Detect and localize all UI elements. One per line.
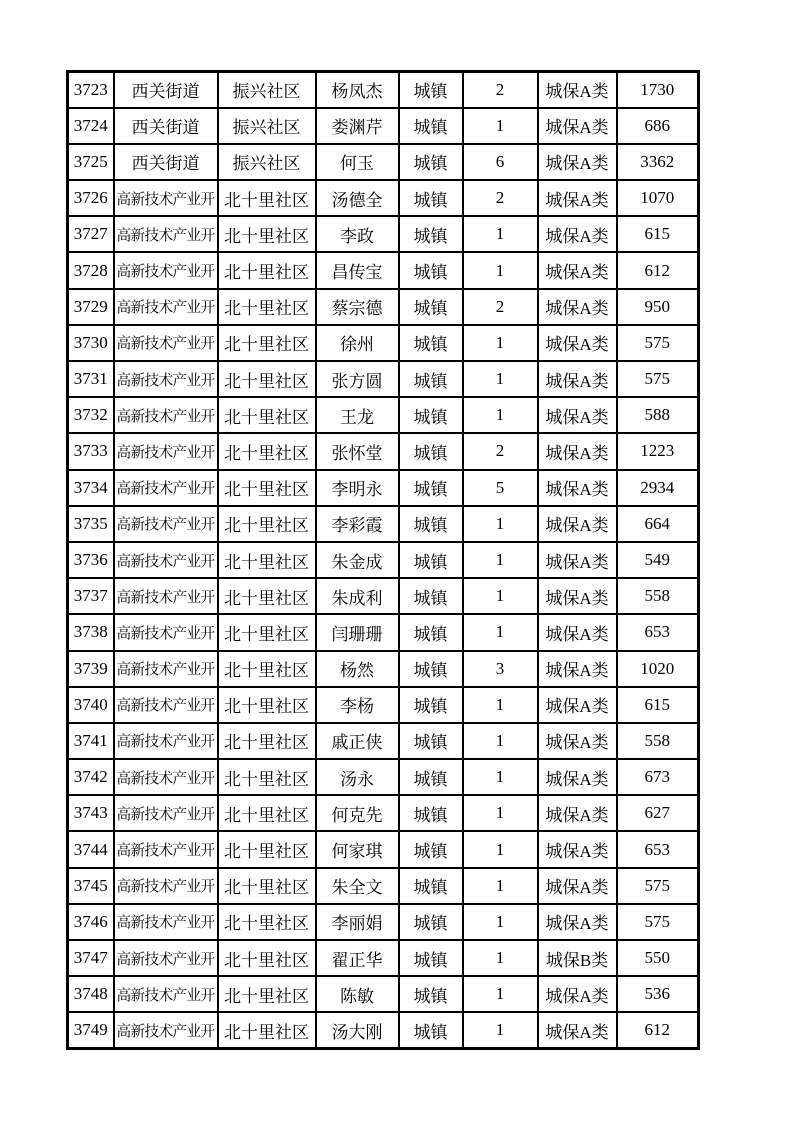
table-cell: 3725: [68, 144, 114, 180]
table-cell: 振兴社区: [218, 72, 316, 108]
table-cell: 3748: [68, 976, 114, 1012]
table-row: [68, 1012, 699, 1048]
table-cell: 1: [463, 108, 538, 144]
table-cell: 575: [617, 868, 699, 904]
table-cell: 北十里社区: [218, 795, 316, 831]
table-cell: 高新技术产业开: [114, 325, 218, 361]
table-cell: 杨凤杰: [316, 72, 399, 108]
table-cell: 3723: [68, 72, 114, 108]
table-cell: 城镇: [399, 904, 463, 940]
table-cell: 1: [463, 687, 538, 723]
table-cell: 北十里社区: [218, 397, 316, 433]
table-cell: 高新技术产业开: [114, 1012, 218, 1048]
table-cell: 3747: [68, 940, 114, 976]
table-cell: 张方圆: [316, 361, 399, 397]
table-row: [68, 325, 699, 361]
table-cell: 李丽娟: [316, 904, 399, 940]
table-cell: 高新技术产业开: [114, 904, 218, 940]
table-cell: 城镇: [399, 687, 463, 723]
table-row: [68, 506, 699, 542]
table-cell: 西关街道: [114, 108, 218, 144]
table-row: [68, 687, 699, 723]
table-cell: 城保A类: [538, 904, 617, 940]
table-cell: 何家琪: [316, 831, 399, 867]
table-cell: 3737: [68, 578, 114, 614]
table-cell: 城保A类: [538, 614, 617, 650]
table-cell: 673: [617, 759, 699, 795]
table-cell: 3724: [68, 108, 114, 144]
table-cell: 北十里社区: [218, 904, 316, 940]
table-cell: 城镇: [399, 506, 463, 542]
table-cell: 3734: [68, 470, 114, 506]
table-cell: 蔡宗德: [316, 289, 399, 325]
table-row: [68, 940, 699, 976]
table-cell: 昌传宝: [316, 252, 399, 288]
table-cell: 653: [617, 831, 699, 867]
table-cell: 1: [463, 723, 538, 759]
table-cell: 1: [463, 216, 538, 252]
table-row: [68, 904, 699, 940]
table-cell: 550: [617, 940, 699, 976]
table-cell: 3746: [68, 904, 114, 940]
table-cell: 1: [463, 795, 538, 831]
table-cell: 3735: [68, 506, 114, 542]
table-row: [68, 868, 699, 904]
table-cell: 3362: [617, 144, 699, 180]
table-cell: 北十里社区: [218, 578, 316, 614]
table-cell: 汤永: [316, 759, 399, 795]
table-cell: 西关街道: [114, 72, 218, 108]
table-cell: 3726: [68, 180, 114, 216]
table-cell: 城保A类: [538, 976, 617, 1012]
table-cell: 1: [463, 904, 538, 940]
table-cell: 城保A类: [538, 397, 617, 433]
table-cell: 1: [463, 361, 538, 397]
table-cell: 615: [617, 687, 699, 723]
table-cell: 3728: [68, 252, 114, 288]
table-cell: 城保A类: [538, 723, 617, 759]
table-cell: 城镇: [399, 252, 463, 288]
table-cell: 2: [463, 72, 538, 108]
table-cell: 西关街道: [114, 144, 218, 180]
table-cell: 北十里社区: [218, 976, 316, 1012]
table-cell: 588: [617, 397, 699, 433]
table-row: [68, 578, 699, 614]
table-cell: 高新技术产业开: [114, 470, 218, 506]
table-cell: 高新技术产业开: [114, 180, 218, 216]
table-cell: 高新技术产业开: [114, 831, 218, 867]
table-cell: 何玉: [316, 144, 399, 180]
table-cell: 高新技术产业开: [114, 940, 218, 976]
table-cell: 翟正华: [316, 940, 399, 976]
table-row: [68, 144, 699, 180]
table-cell: 闫珊珊: [316, 614, 399, 650]
table-row: [68, 289, 699, 325]
table-cell: 615: [617, 216, 699, 252]
table-cell: 1070: [617, 180, 699, 216]
table-cell: 3738: [68, 614, 114, 650]
table-cell: 城镇: [399, 433, 463, 469]
table-cell: 城镇: [399, 289, 463, 325]
table-row: [68, 470, 699, 506]
table-cell: 徐州: [316, 325, 399, 361]
table-cell: 城镇: [399, 72, 463, 108]
table-cell: 1: [463, 252, 538, 288]
table-cell: 3729: [68, 289, 114, 325]
table-cell: 城保A类: [538, 180, 617, 216]
table-cell: 北十里社区: [218, 1012, 316, 1048]
table-cell: 1730: [617, 72, 699, 108]
table-cell: 北十里社区: [218, 361, 316, 397]
table-cell: 陈敏: [316, 976, 399, 1012]
table-cell: 城保B类: [538, 940, 617, 976]
table-cell: 北十里社区: [218, 687, 316, 723]
table-cell: 高新技术产业开: [114, 868, 218, 904]
table-cell: 城镇: [399, 795, 463, 831]
table-cell: 城镇: [399, 976, 463, 1012]
table-cell: 北十里社区: [218, 506, 316, 542]
table-row: [68, 795, 699, 831]
table-cell: 高新技术产业开: [114, 361, 218, 397]
table-cell: 城镇: [399, 614, 463, 650]
table-cell: 城镇: [399, 1012, 463, 1048]
table-cell: 北十里社区: [218, 831, 316, 867]
table-cell: 城保A类: [538, 433, 617, 469]
table-cell: 2: [463, 180, 538, 216]
table-cell: 高新技术产业开: [114, 216, 218, 252]
table-cell: 城保A类: [538, 325, 617, 361]
table-cell: 1: [463, 397, 538, 433]
table-cell: 3744: [68, 831, 114, 867]
table-cell: 1: [463, 868, 538, 904]
table-cell: 3731: [68, 361, 114, 397]
table-cell: 1: [463, 759, 538, 795]
table-cell: 高新技术产业开: [114, 542, 218, 578]
table-cell: 城保A类: [538, 795, 617, 831]
table-row: [68, 433, 699, 469]
table-cell: 戚正侠: [316, 723, 399, 759]
table-cell: 612: [617, 1012, 699, 1048]
table-row: [68, 180, 699, 216]
table-cell: 城保A类: [538, 361, 617, 397]
table-cell: 北十里社区: [218, 868, 316, 904]
table-cell: 高新技术产业开: [114, 759, 218, 795]
table-row: [68, 542, 699, 578]
table-cell: 高新技术产业开: [114, 614, 218, 650]
table-cell: 杨然: [316, 651, 399, 687]
table-cell: 城镇: [399, 216, 463, 252]
table-cell: 3749: [68, 1012, 114, 1048]
table-cell: 城镇: [399, 108, 463, 144]
table-cell: 1: [463, 831, 538, 867]
table-cell: 城镇: [399, 542, 463, 578]
table-cell: 北十里社区: [218, 216, 316, 252]
table-row: [68, 614, 699, 650]
table-cell: 振兴社区: [218, 108, 316, 144]
table-cell: 3740: [68, 687, 114, 723]
table-cell: 城保A类: [538, 578, 617, 614]
table-cell: 高新技术产业开: [114, 289, 218, 325]
table-cell: 3745: [68, 868, 114, 904]
table-cell: 北十里社区: [218, 289, 316, 325]
table-cell: 北十里社区: [218, 723, 316, 759]
table-cell: 1: [463, 976, 538, 1012]
table-cell: 高新技术产业开: [114, 433, 218, 469]
table-cell: 城保A类: [538, 542, 617, 578]
table-cell: 653: [617, 614, 699, 650]
table-cell: 高新技术产业开: [114, 687, 218, 723]
table-cell: 城镇: [399, 651, 463, 687]
table-cell: 536: [617, 976, 699, 1012]
table-cell: 朱全文: [316, 868, 399, 904]
table-cell: 城保A类: [538, 144, 617, 180]
table-cell: 1: [463, 614, 538, 650]
table-cell: 1223: [617, 433, 699, 469]
table-cell: 3733: [68, 433, 114, 469]
table-cell: 朱金成: [316, 542, 399, 578]
table-cell: 2: [463, 433, 538, 469]
table-cell: 高新技术产业开: [114, 397, 218, 433]
table-cell: 高新技术产业开: [114, 506, 218, 542]
table-row: [68, 397, 699, 433]
table-cell: 5: [463, 470, 538, 506]
table-cell: 612: [617, 252, 699, 288]
table-cell: 城保A类: [538, 687, 617, 723]
table-cell: 城保A类: [538, 108, 617, 144]
table-cell: 558: [617, 578, 699, 614]
table-cell: 城镇: [399, 361, 463, 397]
table-cell: 2: [463, 289, 538, 325]
table-cell: 1: [463, 542, 538, 578]
table-cell: 高新技术产业开: [114, 723, 218, 759]
table-cell: 575: [617, 361, 699, 397]
table-cell: 北十里社区: [218, 325, 316, 361]
table-cell: 李明永: [316, 470, 399, 506]
table-cell: 575: [617, 904, 699, 940]
table-cell: 3743: [68, 795, 114, 831]
table-cell: 娄渊芹: [316, 108, 399, 144]
table-cell: 北十里社区: [218, 542, 316, 578]
table-cell: 3: [463, 651, 538, 687]
table-cell: 城镇: [399, 180, 463, 216]
table-cell: 城保A类: [538, 470, 617, 506]
table-cell: 6: [463, 144, 538, 180]
table-row: [68, 72, 699, 108]
table-cell: 1: [463, 506, 538, 542]
table-cell: 664: [617, 506, 699, 542]
table-cell: 北十里社区: [218, 759, 316, 795]
table-cell: 3732: [68, 397, 114, 433]
table-cell: 城保A类: [538, 72, 617, 108]
table-cell: 城镇: [399, 759, 463, 795]
table-cell: 高新技术产业开: [114, 578, 218, 614]
table-cell: 575: [617, 325, 699, 361]
table-cell: 城镇: [399, 723, 463, 759]
table-cell: 王龙: [316, 397, 399, 433]
table-cell: 高新技术产业开: [114, 795, 218, 831]
table-cell: 何克先: [316, 795, 399, 831]
table-cell: 李彩霞: [316, 506, 399, 542]
table-cell: 城保A类: [538, 289, 617, 325]
table-cell: 城镇: [399, 868, 463, 904]
table-cell: 627: [617, 795, 699, 831]
table-cell: 城保A类: [538, 252, 617, 288]
table-cell: 3739: [68, 651, 114, 687]
table-cell: 城保A类: [538, 216, 617, 252]
table-cell: 549: [617, 542, 699, 578]
table-cell: 2934: [617, 470, 699, 506]
roster-table-body: [68, 72, 699, 1049]
table-cell: 北十里社区: [218, 252, 316, 288]
table-cell: 城保A类: [538, 759, 617, 795]
table-cell: 3742: [68, 759, 114, 795]
table-cell: 城镇: [399, 144, 463, 180]
table-cell: 1: [463, 1012, 538, 1048]
table-cell: 北十里社区: [218, 940, 316, 976]
table-cell: 城镇: [399, 940, 463, 976]
table-cell: 3736: [68, 542, 114, 578]
table-cell: 城保A类: [538, 651, 617, 687]
table-row: [68, 361, 699, 397]
table-cell: 张怀堂: [316, 433, 399, 469]
table-cell: 1020: [617, 651, 699, 687]
table-cell: 950: [617, 289, 699, 325]
table-row: [68, 976, 699, 1012]
table-cell: 686: [617, 108, 699, 144]
table-cell: 北十里社区: [218, 614, 316, 650]
table-cell: 朱成利: [316, 578, 399, 614]
table-cell: 城镇: [399, 397, 463, 433]
table-row: [68, 252, 699, 288]
table-cell: 北十里社区: [218, 470, 316, 506]
table-row: [68, 651, 699, 687]
table-cell: 李政: [316, 216, 399, 252]
table-cell: 北十里社区: [218, 651, 316, 687]
table-cell: 高新技术产业开: [114, 976, 218, 1012]
table-row: [68, 108, 699, 144]
table-row: [68, 831, 699, 867]
table-cell: 北十里社区: [218, 433, 316, 469]
table-cell: 城镇: [399, 831, 463, 867]
table-cell: 3730: [68, 325, 114, 361]
table-row: [68, 216, 699, 252]
table-cell: 1: [463, 578, 538, 614]
table-cell: 城保A类: [538, 1012, 617, 1048]
table-cell: 城保A类: [538, 868, 617, 904]
table-cell: 558: [617, 723, 699, 759]
table-row: [68, 759, 699, 795]
table-cell: 1: [463, 940, 538, 976]
roster-table: [66, 70, 700, 1050]
table-cell: 李杨: [316, 687, 399, 723]
table-cell: 城镇: [399, 325, 463, 361]
table-cell: 汤德全: [316, 180, 399, 216]
table-cell: 高新技术产业开: [114, 651, 218, 687]
table-cell: 振兴社区: [218, 144, 316, 180]
table-cell: 1: [463, 325, 538, 361]
table-cell: 3741: [68, 723, 114, 759]
table-cell: 北十里社区: [218, 180, 316, 216]
table-cell: 城保A类: [538, 506, 617, 542]
table-cell: 3727: [68, 216, 114, 252]
table-cell: 城镇: [399, 470, 463, 506]
table-cell: 高新技术产业开: [114, 252, 218, 288]
table-cell: 城保A类: [538, 831, 617, 867]
table-row: [68, 723, 699, 759]
table-cell: 城镇: [399, 578, 463, 614]
table-cell: 汤大刚: [316, 1012, 399, 1048]
